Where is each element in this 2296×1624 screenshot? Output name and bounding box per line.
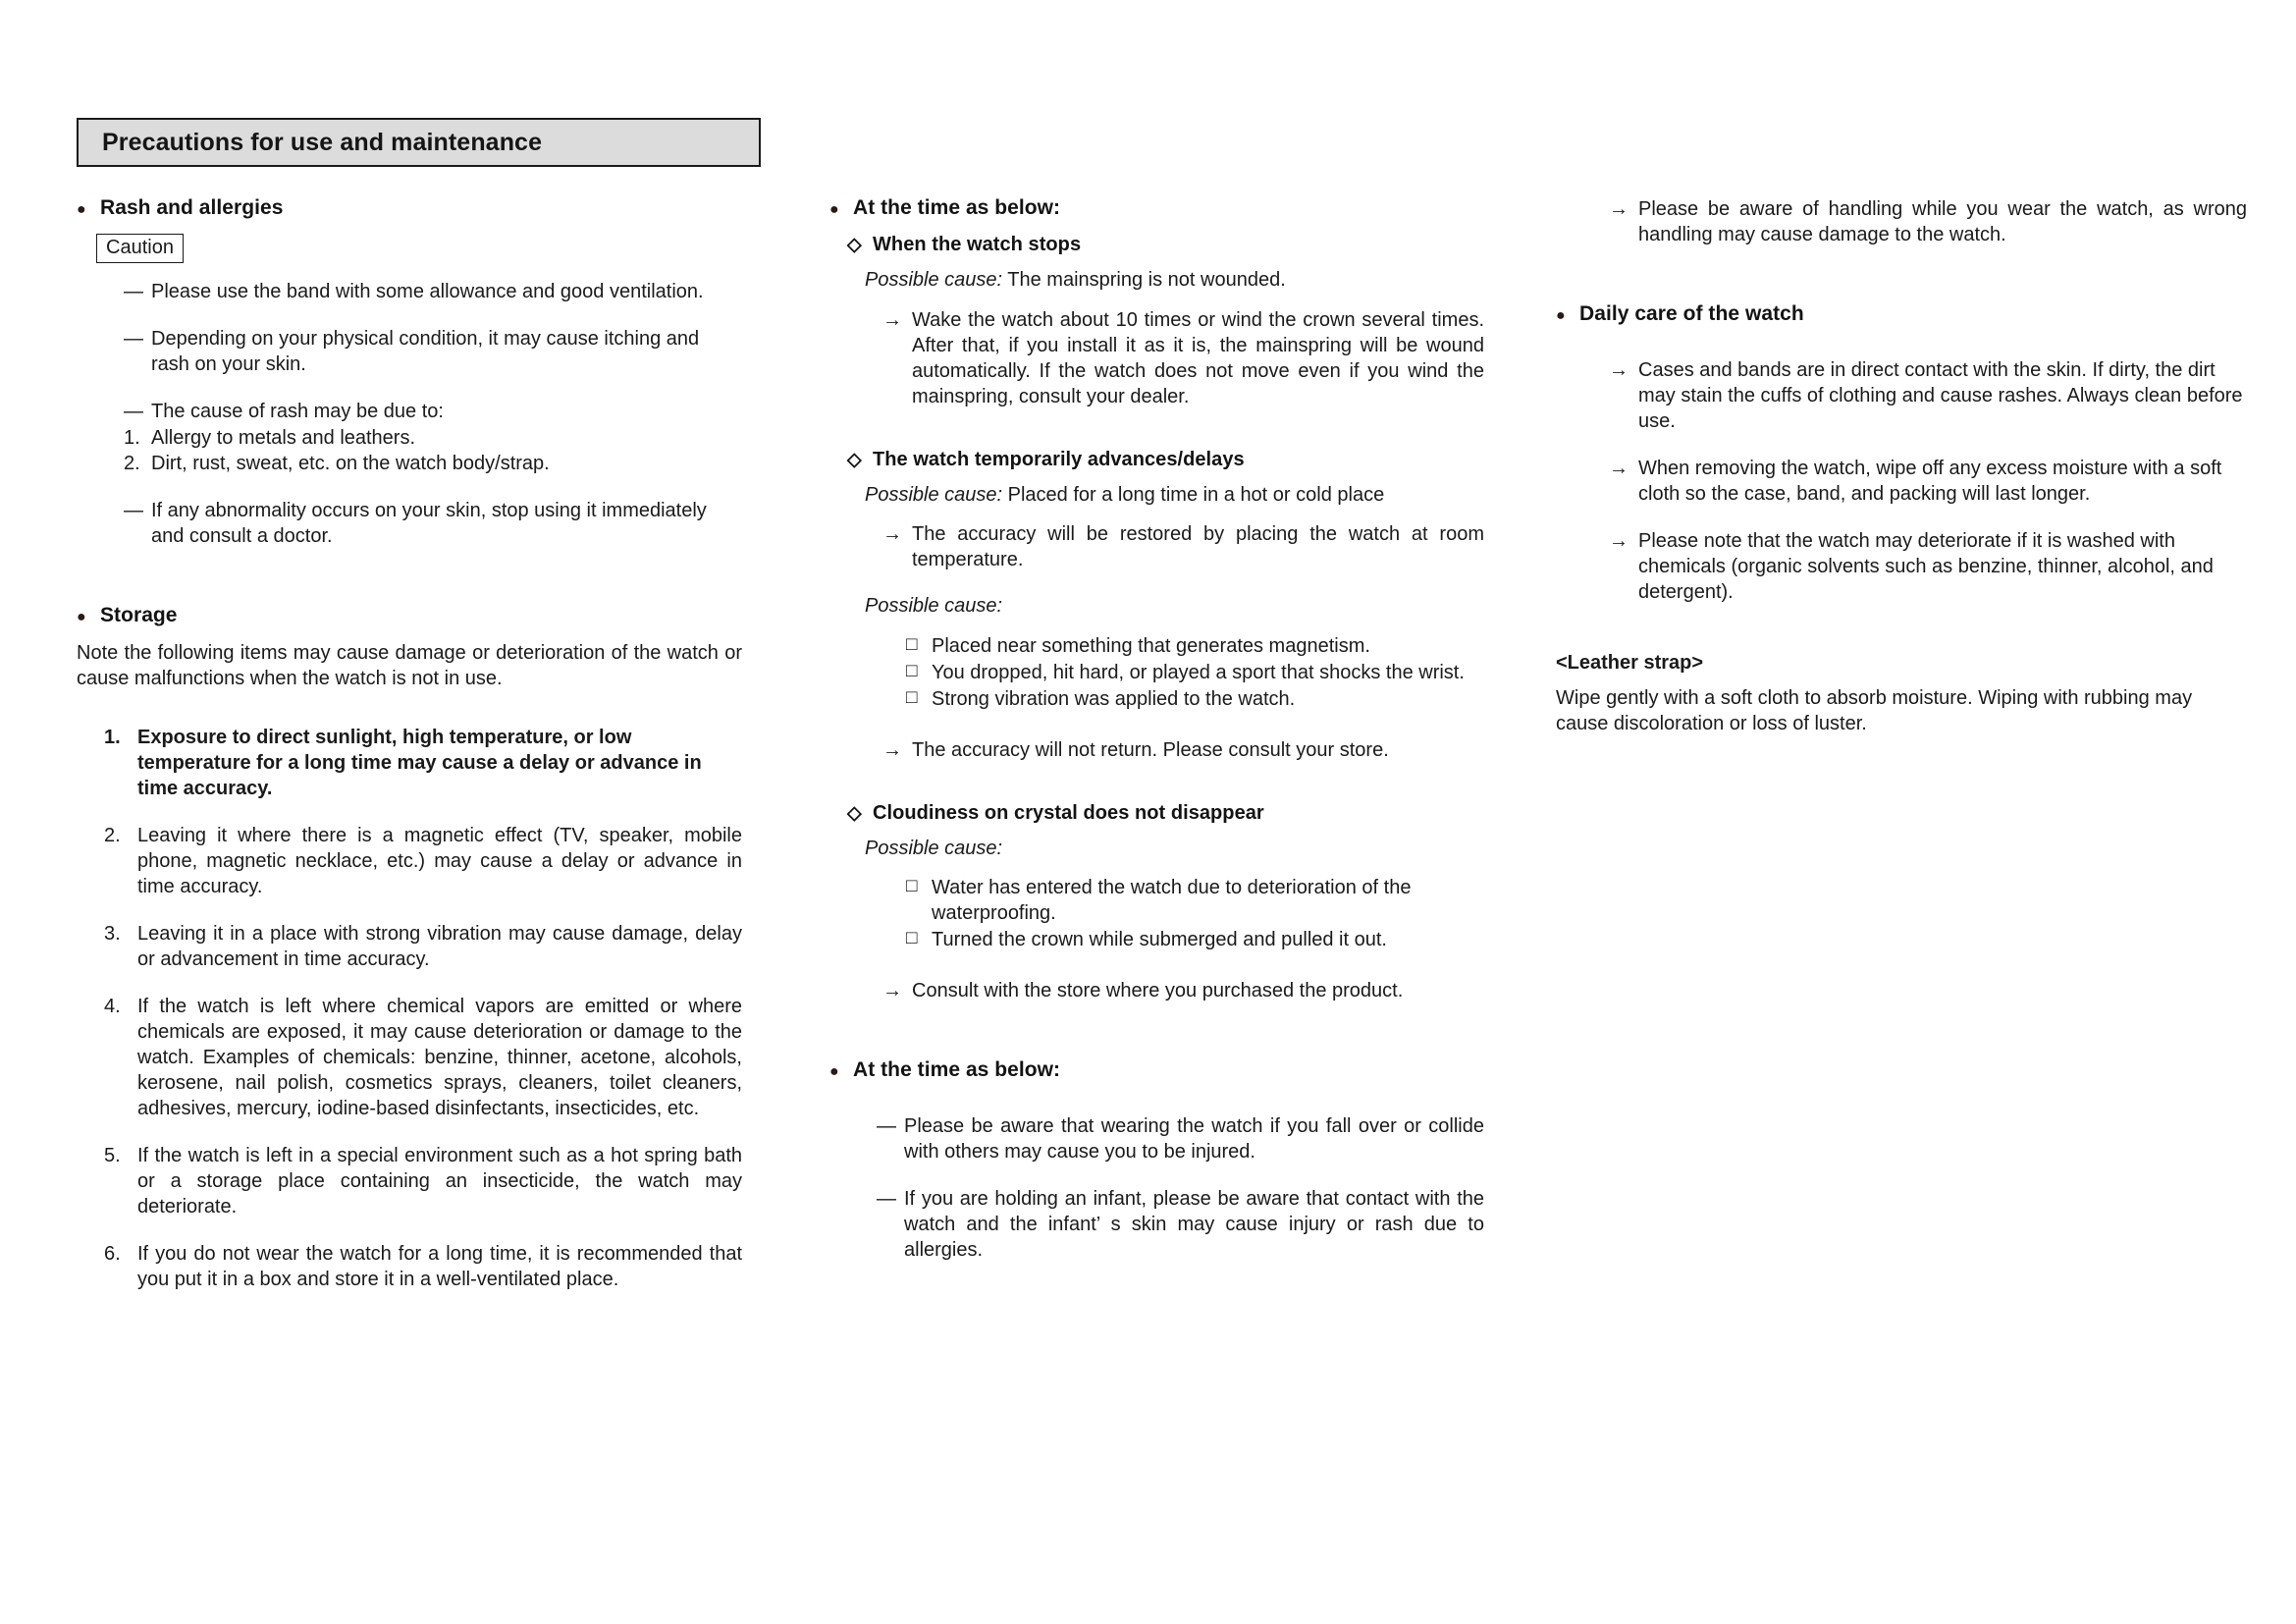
checkbox-icon: □ — [906, 686, 918, 708]
checkbox-item-text: You dropped, hit hard, or played a sport that shocks the wrist. — [932, 661, 1465, 683]
spacer — [829, 785, 1484, 802]
bullet-icon: ● — [829, 201, 839, 218]
list-number: 3. — [104, 923, 121, 946]
action-item-text: The accuracy will not return. Please consult your store. — [912, 738, 1389, 761]
bullet-icon: ● — [77, 201, 86, 218]
three-column-body — [0, 196, 2296, 1314]
checkbox-item-text: Turned the crown while submerged and pulled it out. — [932, 929, 1387, 951]
possible-cause-label: Possible cause: — [865, 595, 1003, 618]
heading-at-the-time-as-below-2 — [829, 1058, 1484, 1082]
spacer — [77, 707, 742, 725]
list-number: 5. — [104, 1145, 121, 1167]
action-item — [829, 978, 1484, 1003]
checkbox-icon: □ — [906, 876, 918, 897]
heading-daily-care — [1556, 302, 2247, 326]
possible-cause-text: Placed for a long time in a hot or cold place — [1007, 483, 1385, 506]
spacer — [1556, 626, 2247, 644]
bullet-icon: ● — [1556, 307, 1566, 324]
numbered-list-item — [77, 725, 742, 801]
checkbox-list-item — [829, 686, 1484, 712]
action-item-text: Cases and bands are in direct contact with the skin. If dirty, the dirt may stain the cuffs of clothing and cause rashes. Always clean before use. — [1638, 359, 2243, 432]
numbered-list-item — [77, 823, 742, 899]
subheading-advances-delays — [829, 449, 1484, 471]
checkbox-list-item — [829, 875, 1484, 926]
possible-cause-text: The mainspring is not wounded. — [1007, 269, 1286, 291]
possible-cause-label: Possible cause: — [865, 269, 1003, 291]
action-item — [829, 737, 1484, 763]
bullet-icon: ● — [77, 609, 86, 626]
subheading-label: When the watch stops — [873, 234, 1082, 255]
possible-cause-line — [829, 837, 1484, 862]
heading-label: At the time as below: — [853, 1058, 1061, 1082]
sub-list-number: 1. — [124, 427, 140, 449]
subheading-label: Cloudiness on crystal does not disappear — [873, 801, 1264, 824]
list-item-text: The cause of rash may be due to: — [151, 401, 444, 422]
arrow-icon: → — [1609, 530, 1629, 552]
arrow-icon: → — [1609, 359, 1629, 381]
spacer — [77, 570, 742, 604]
action-item-text: Please note that the watch may deteriorate if it is washed with chemicals (organic solvents such as benzine, thinner, alcohol, and detergent). — [1638, 530, 2214, 603]
list-number: 6. — [104, 1243, 121, 1266]
arrow-icon: → — [882, 523, 902, 546]
numbered-list-item — [77, 994, 742, 1121]
possible-cause-label: Possible cause: — [865, 483, 1003, 506]
arrow-icon: → — [1609, 198, 1629, 220]
checkbox-list-item — [829, 633, 1484, 659]
column-right — [1502, 196, 2296, 752]
sub-list-text: Allergy to metals and leathers. — [151, 427, 416, 449]
heading-rash-and-allergies — [77, 196, 742, 220]
list-item-text: Leaving it in a place with strong vibration may cause damage, delay or advancement in time accuracy. — [137, 923, 742, 971]
list-item-text: Please be aware that wearing the watch if you fall over or collide with others may cause you to be injured. — [904, 1115, 1484, 1164]
list-item-text: If you do not wear the watch for a long time, it is recommended that you put it in a box and store it in a well-ventilated place. — [137, 1243, 742, 1291]
diamond-icon: ◇ — [847, 802, 862, 824]
caution-badge: Caution — [96, 234, 184, 263]
action-item — [1556, 456, 2247, 507]
subheading-cloudiness — [829, 802, 1484, 825]
list-number: 4. — [104, 996, 121, 1018]
action-item-text: The accuracy will be restored by placing the watch at room temperature. — [912, 523, 1484, 571]
action-item — [829, 521, 1484, 572]
sub-list-number: 2. — [124, 452, 140, 474]
list-item — [77, 498, 742, 549]
dash-icon: — — [877, 1188, 896, 1211]
dash-icon: — — [124, 281, 143, 302]
possible-cause-line — [829, 268, 1484, 294]
diamond-icon: ◇ — [847, 449, 862, 470]
spacer — [1556, 269, 2247, 302]
dash-icon: — — [124, 500, 143, 522]
action-item-text: Consult with the store where you purchased the product. — [912, 980, 1404, 1002]
list-item-text: If the watch is left where chemical vapors are emitted or where chemicals are exposed, it may cause deterioration or damage to the watch. Examples of chemicals: benzine, thinner, acetone, alcohols, kerosene, nail polish, cosmetics sprays, cleaners, toilet cleaners, adhesives, mercury, iodine-based disinfectants, insecticides, etc. — [137, 996, 742, 1120]
numbered-list-item — [77, 1241, 742, 1292]
action-item — [1556, 357, 2247, 434]
subheading-label: The watch temporarily advances/delays — [873, 448, 1245, 470]
storage-intro-paragraph: Note the following items may cause damage or deterioration of the watch or cause malfunctions when the watch is not in use. — [77, 642, 742, 689]
bullet-icon: ● — [829, 1063, 839, 1081]
list-number: 2. — [104, 825, 121, 847]
checkbox-icon: □ — [906, 928, 918, 949]
list-item — [77, 326, 742, 377]
dash-icon: — — [877, 1115, 896, 1138]
arrow-icon: → — [882, 308, 902, 331]
action-item-text: Wake the watch about 10 times or wind the crown several times. After that, if you install it as it is, the mainspring will be wound automatically. If the watch does not move even if you wind the mainspring, consult your dealer. — [912, 308, 1484, 407]
numbered-list-item — [77, 1143, 742, 1219]
checkbox-list-item — [829, 927, 1484, 952]
list-item-text: If any abnormality occurs on your skin, stop using it immediately and consult a doctor. — [151, 500, 707, 548]
page-title: Precautions for use and maintenance — [102, 128, 543, 156]
possible-cause-label: Possible cause: — [865, 837, 1003, 859]
list-item — [829, 1113, 1484, 1164]
sub-list-text: Dirt, rust, sweat, etc. on the watch body/strap. — [151, 452, 550, 474]
checkbox-item-text: Placed near something that generates magnetism. — [932, 634, 1370, 657]
list-item-text: Exposure to direct sunlight, high temperature, or low temperature for a long time may cause a delay or advance in time accuracy. — [137, 727, 702, 800]
list-item-text: Depending on your physical condition, it may cause itching and rash on your skin. — [151, 328, 700, 375]
heading-label: Daily care of the watch — [1579, 302, 1804, 325]
sub-list-item — [77, 426, 742, 452]
arrow-icon: → — [882, 980, 902, 1002]
column-middle — [756, 196, 1502, 1284]
action-item-text: Please be aware of handling while you wear the watch, as wrong handling may cause damage to the watch. — [1638, 198, 2247, 245]
list-item-text: Leaving it where there is a magnetic effect (TV, speaker, mobile phone, magnetic necklace, etc.) may cause a delay or advance in time accuracy. — [137, 825, 742, 898]
sub-list-item — [77, 452, 742, 477]
heading-label: Rash and allergies — [100, 196, 284, 219]
list-item — [77, 279, 742, 304]
list-item — [77, 399, 742, 424]
checkbox-list-item — [829, 660, 1484, 685]
spacer — [1556, 340, 2247, 357]
section-header-band — [77, 118, 761, 167]
action-item — [1556, 196, 2247, 247]
heading-at-the-time-as-below-1 — [829, 196, 1484, 220]
action-item — [1556, 528, 2247, 605]
action-item-text: When removing the watch, wipe off any excess moisture with a soft cloth so the case, band, and packing will last longer. — [1638, 458, 2222, 505]
subheading-leather-strap: <Leather strap> — [1556, 652, 1704, 674]
dash-icon: — — [124, 328, 143, 350]
diamond-icon: ◇ — [847, 235, 862, 255]
list-item — [829, 1186, 1484, 1263]
list-item-text: If the watch is left in a special environment such as a hot spring bath or a storage place containing an insecticide, the watch may deteriorate. — [137, 1145, 742, 1218]
action-item — [829, 307, 1484, 409]
possible-cause-line — [829, 594, 1484, 620]
subheading-when-the-watch-stops — [829, 234, 1484, 256]
spacer — [829, 431, 1484, 449]
leather-strap-paragraph: Wipe gently with a soft cloth to absorb moisture. Wiping with rubbing may cause discoloration or loss of luster. — [1556, 687, 2193, 734]
spacer — [829, 1096, 1484, 1113]
list-item-text: Please use the band with some allowance and good ventilation. — [151, 281, 704, 302]
arrow-icon: → — [882, 738, 902, 761]
checkbox-icon: □ — [906, 660, 918, 681]
numbered-list-item — [77, 921, 742, 972]
heading-label: At the time as below: — [853, 196, 1061, 219]
column-left — [0, 196, 756, 1314]
possible-cause-line — [829, 483, 1484, 509]
dash-icon: — — [124, 401, 143, 422]
arrow-icon: → — [1609, 458, 1629, 479]
spacer — [829, 1025, 1484, 1058]
list-number: 1. — [104, 727, 121, 749]
checkbox-icon: □ — [906, 633, 918, 655]
heading-storage — [77, 604, 742, 627]
heading-label: Storage — [100, 604, 178, 627]
checkbox-item-text: Water has entered the watch due to deterioration of the waterproofing. — [932, 877, 1412, 925]
checkbox-item-text: Strong vibration was applied to the watch. — [932, 687, 1296, 710]
list-item-text: If you are holding an infant, please be aware that contact with the watch and the infant’ s skin may cause injury or rash due to allergies. — [904, 1188, 1484, 1262]
